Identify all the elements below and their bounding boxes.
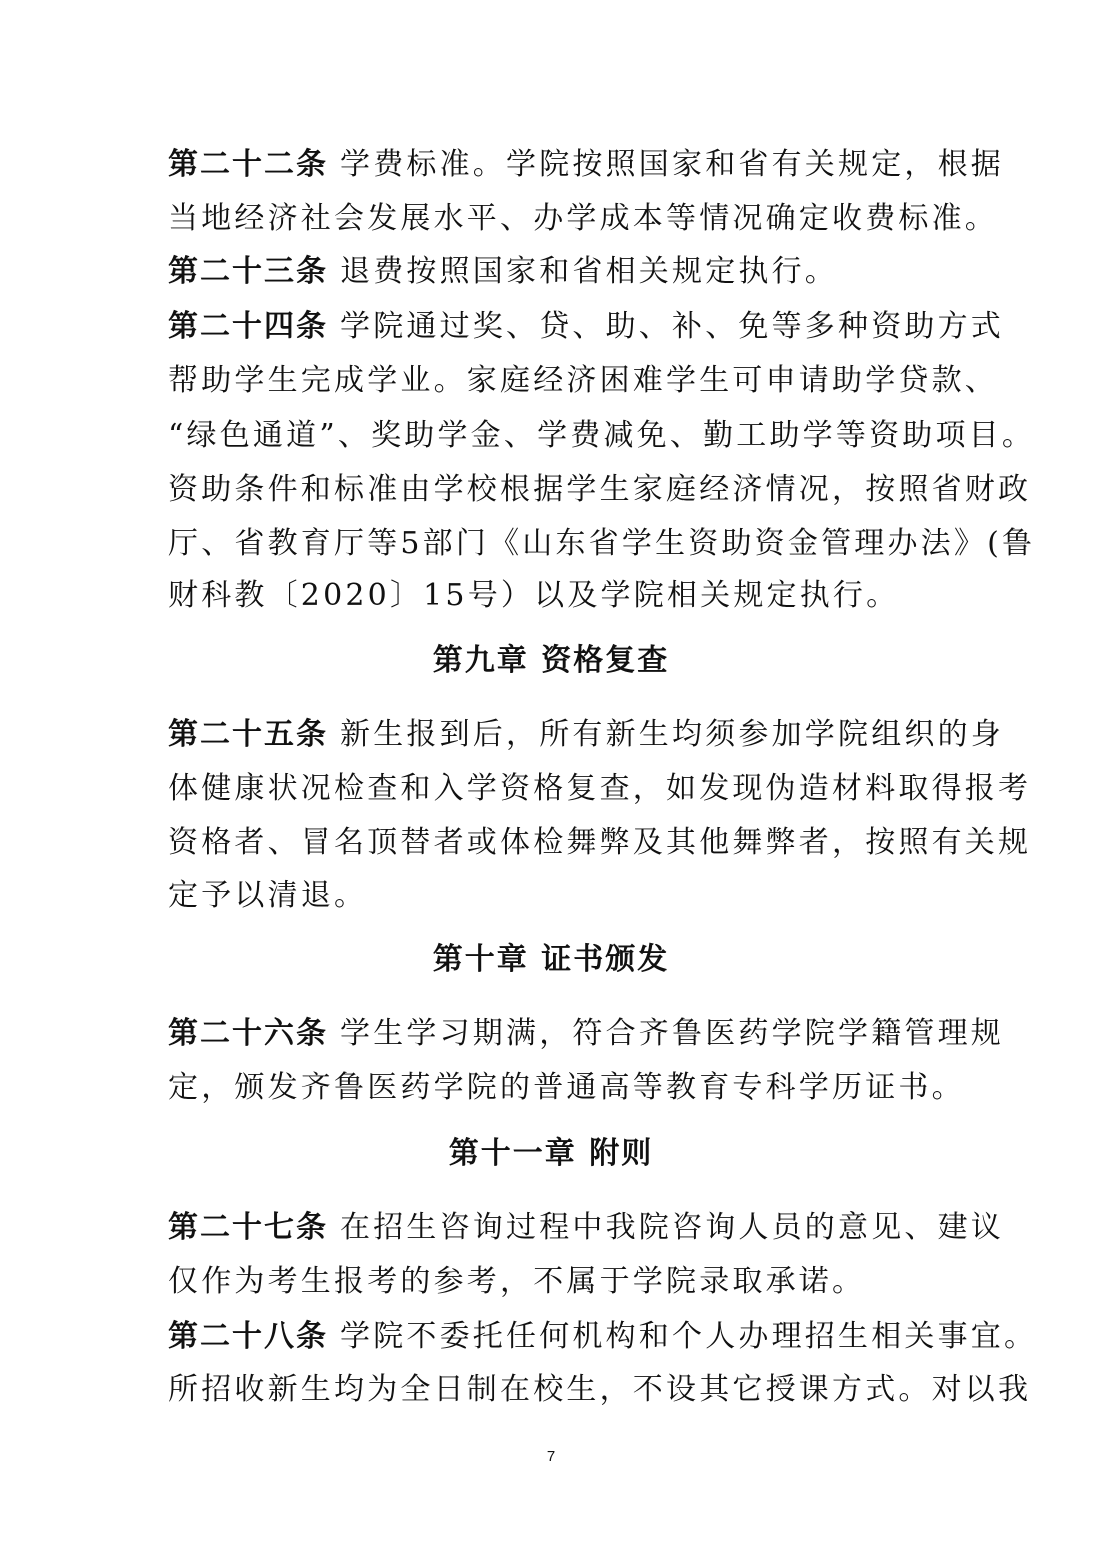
article-23-line-1 [168, 254, 938, 290]
article-text: 学生学习期满，符合齐鲁医药学院学籍管理规 [340, 1016, 1004, 1051]
article-label: 第二十七条 [168, 1210, 328, 1245]
article-text: 学院不委托任何机构和个人办理招生相关事宜。 [340, 1319, 1038, 1354]
article-26-line-1 [168, 1016, 1004, 1052]
article-label: 第二十三条 [168, 254, 328, 289]
article-label: 第二十四条 [168, 309, 328, 344]
article-27-line-2: 仅作为考生报考的参考，不属于学院录取承诺。 [168, 1264, 866, 1299]
article-24-line-3: “绿色通道”、奖助学金、学费减免、勤工助学等资助项目。 [168, 418, 1036, 453]
article-text: 学费标准。学院按照国家和省有关规定，根据 [340, 147, 1004, 182]
article-label: 第二十二条 [168, 147, 328, 182]
chapter-10-heading: 第十章 证书颁发 [432, 942, 670, 977]
article-22-line-1 [168, 147, 1004, 183]
article-27-line-1 [168, 1210, 1004, 1246]
article-label: 第二十六条 [168, 1016, 328, 1051]
article-label: 第二十五条 [168, 717, 328, 752]
article-text: 新生报到后，所有新生均须参加学院组织的身 [340, 717, 1004, 752]
article-26-line-2: 定，颁发齐鲁医药学院的普通高等教育专科学历证书。 [168, 1070, 965, 1105]
article-25-line-2: 体健康状况检查和入学资格复查，如发现伪造材料取得报考 [168, 771, 1032, 806]
chapter-9-heading: 第九章 资格复查 [432, 643, 670, 678]
article-24-line-1 [168, 309, 1004, 345]
page-number: 7 [546, 1448, 556, 1465]
article-24-line-5: 厅、省教育厅等5部门《山东省学生资助资金管理办法》(鲁 [168, 526, 1036, 561]
article-25-line-1 [168, 717, 1004, 753]
article-24-line-6: 财科教〔2020〕15号）以及学院相关规定执行。 [168, 578, 900, 613]
article-24-line-4: 资助条件和标准由学校根据学生家庭经济情况，按照省财政 [168, 472, 1032, 507]
article-text: 退费按照国家和省相关规定执行。 [340, 254, 838, 289]
article-28-line-2: 所招收新生均为全日制在校生，不设其它授课方式。对以我 [168, 1372, 1032, 1407]
article-22-line-2: 当地经济社会发展水平、办学成本等情况确定收费标准。 [168, 201, 998, 236]
article-25-line-4: 定予以清退。 [168, 878, 368, 913]
article-24-line-2: 帮助学生完成学业。家庭经济困难学生可申请助学贷款、 [168, 363, 998, 398]
article-25-line-3: 资格者、冒名顶替者或体检舞弊及其他舞弊者，按照有关规 [168, 825, 1032, 860]
article-text: 在招生咨询过程中我院咨询人员的意见、建议 [340, 1210, 1004, 1245]
chapter-11-heading: 第十一章 附则 [448, 1136, 654, 1171]
article-label: 第二十八条 [168, 1319, 328, 1354]
article-text: 学院通过奖、贷、助、补、免等多种资助方式 [340, 309, 1004, 344]
article-28-line-1 [168, 1319, 1038, 1355]
